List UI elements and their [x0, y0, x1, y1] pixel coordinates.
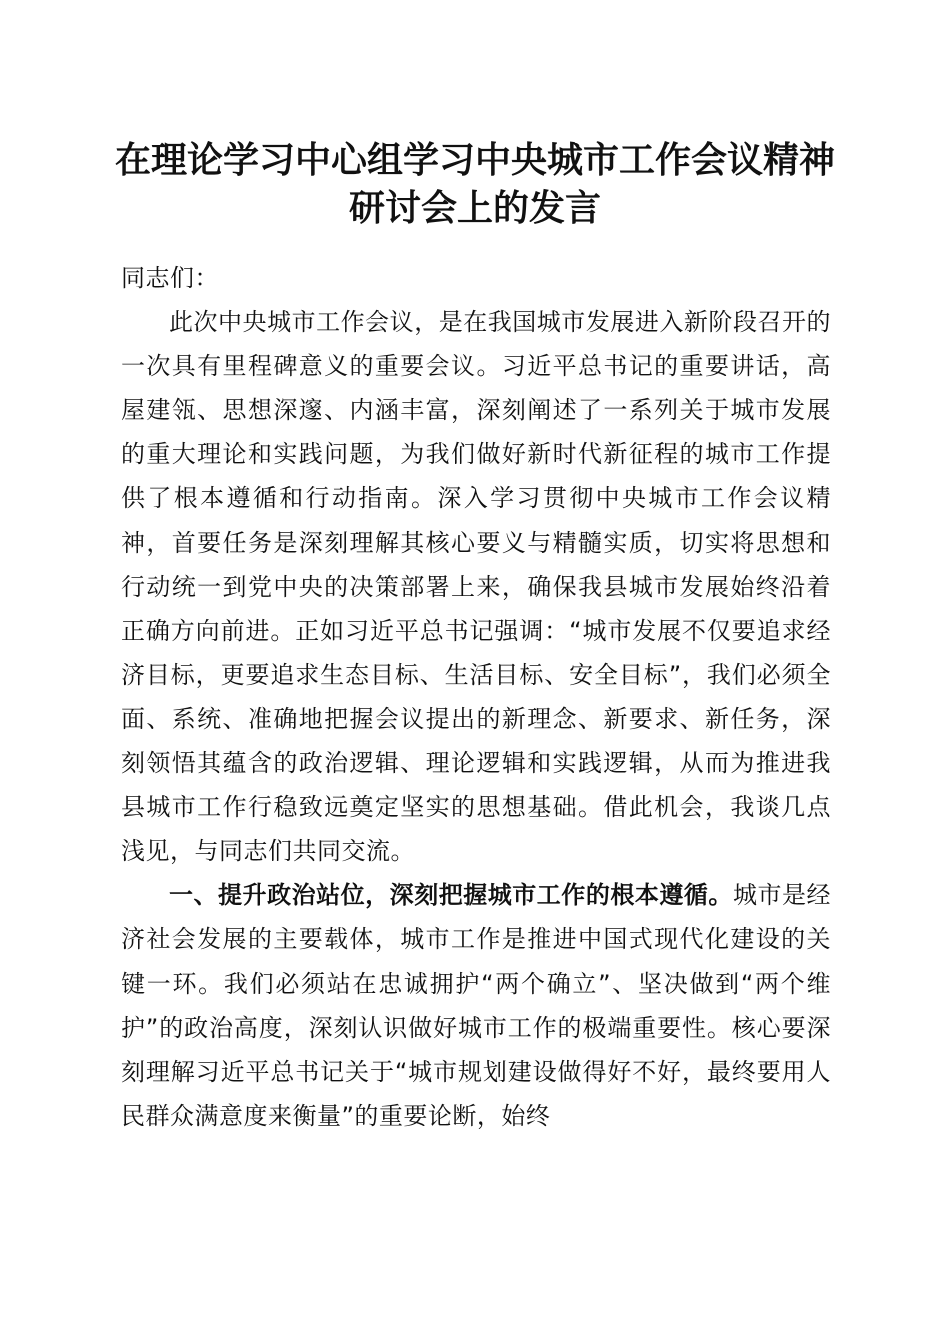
salutation: 同志们： [121, 264, 219, 292]
title-line-1: 在理论学习中心组学习中央城市工作会议精神 [114, 139, 835, 181]
paragraph-intro: 此次中央城市工作会议，是在我国城市发展进入新阶段召开的一次具有里程碑意义的重要会议。习近平总书记的重要讲话，高屋建瓴、思想深邃、内涵丰富，深刻阐述了一系列关于城市发展的重大理论和实践问题，为我们做好新时代新征程的城市工作提供了根本遵循和行动指南。深入学习贯彻中央城市工作会议精神，首要任务是深刻理解其核心要义与精髓实质，切实将思想和行动统一到党中央的决策部署上来，确保我县城市发展始终沿着正确方向前进。正如习近平总书记强调：“城市发展不仅要追求经济目标，更要追求生态目标、生活目标、安全目标”，我们必须全面、系统、准确地把握会议提出的新理念、新要求、新任务，深刻领悟其蕴含的政治逻辑、理论逻辑和实践逻辑，从而为推进我县城市工作行稳致远奠定坚实的思想基础。借此机会，我谈几点浅见，与同志们共同交流。 [121, 308, 831, 866]
title-line-2: 研讨会上的发言 [348, 187, 601, 229]
section-1-heading: 一、提升政治站位，深刻把握城市工作的根本遵循。 [169, 881, 733, 910]
section-1-body: 城市是经济社会发展的主要载体，城市工作是推进中国式现代化建设的关键一环。我们必须站在忠诚拥护“两个确立”、坚决做到“两个维护”的政治高度，深刻认识做好城市工作的极端重要性。核心要深刻理解习近平总书记关于“城市规划建设做得好不好，最终要用人民群众满意度来衡量”的重要论断，始终 [121, 881, 832, 1130]
paragraph-section-1 [121, 873, 831, 1138]
document-title [100, 136, 850, 232]
document-body [121, 256, 831, 1138]
